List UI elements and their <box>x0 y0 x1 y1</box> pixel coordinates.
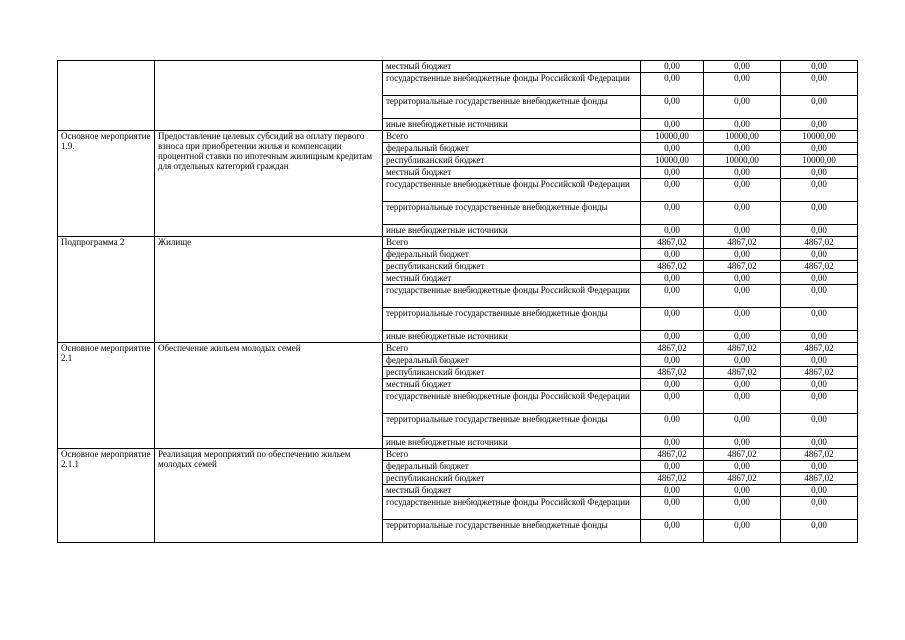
funding-source-cell: государственные внебюджетные фонды Российской Федерации <box>383 391 641 414</box>
amount-cell-year-1: 0,00 <box>641 167 704 179</box>
amount-cell-year-3: 4867,02 <box>781 367 858 379</box>
funding-source-cell: местный бюджет <box>383 379 641 391</box>
amount-cell-year-1: 0,00 <box>641 520 704 543</box>
amount-cell-year-2: 0,00 <box>704 249 781 261</box>
amount-cell-year-2: 0,00 <box>704 497 781 520</box>
amount-cell-year-1: 0,00 <box>641 249 704 261</box>
amount-cell-year-2: 0,00 <box>704 308 781 331</box>
funding-source-cell: Всего <box>383 449 641 461</box>
table-row <box>58 61 858 73</box>
program-name-cell: Предоставление целевых субсидий на оплату первого взноса при приобретении жилья и компенсации процентной ставки по ипотечным жилищным кредитам для отдельных категорий граждан <box>155 131 383 237</box>
program-code-cell: Основное мероприятие 2.1.1 <box>58 449 155 543</box>
amount-cell-year-1: 0,00 <box>641 73 704 96</box>
program-code-cell: Подпрограмма 2 <box>58 237 155 343</box>
amount-cell-year-2: 0,00 <box>704 485 781 497</box>
amount-cell-year-3: 0,00 <box>781 355 858 367</box>
funding-source-cell: Всего <box>383 131 641 143</box>
program-name-cell: Жилище <box>155 237 383 343</box>
amount-cell-year-1: 0,00 <box>641 202 704 225</box>
amount-cell-year-3: 10000,00 <box>781 131 858 143</box>
amount-cell-year-3: 0,00 <box>781 143 858 155</box>
funding-source-cell: территориальные государственные внебюджетные фонды <box>383 308 641 331</box>
amount-cell-year-3: 0,00 <box>781 308 858 331</box>
amount-cell-year-3: 0,00 <box>781 461 858 473</box>
amount-cell-year-2: 0,00 <box>704 143 781 155</box>
funding-source-cell: республиканский бюджет <box>383 473 641 485</box>
amount-cell-year-3: 0,00 <box>781 273 858 285</box>
funding-source-cell: местный бюджет <box>383 273 641 285</box>
funding-source-cell: иные внебюджетные источники <box>383 225 641 237</box>
amount-cell-year-3: 0,00 <box>781 96 858 119</box>
funding-source-cell: территориальные государственные внебюджетные фонды <box>383 414 641 437</box>
amount-cell-year-2: 0,00 <box>704 202 781 225</box>
amount-cell-year-1: 4867,02 <box>641 367 704 379</box>
funding-source-cell: Всего <box>383 237 641 249</box>
program-code-cell: Основное мероприятие 1.9. <box>58 131 155 237</box>
amount-cell-year-2: 0,00 <box>704 285 781 308</box>
funding-source-cell: государственные внебюджетные фонды Российской Федерации <box>383 285 641 308</box>
funding-source-cell: государственные внебюджетные фонды Российской Федерации <box>383 73 641 96</box>
funding-source-cell: федеральный бюджет <box>383 249 641 261</box>
program-code-cell: Основное мероприятие 2.1 <box>58 343 155 449</box>
amount-cell-year-2: 0,00 <box>704 167 781 179</box>
amount-cell-year-1: 0,00 <box>641 331 704 343</box>
amount-cell-year-3: 0,00 <box>781 167 858 179</box>
funding-source-cell: республиканский бюджет <box>383 367 641 379</box>
amount-cell-year-1: 10000,00 <box>641 131 704 143</box>
amount-cell-year-2: 4867,02 <box>704 343 781 355</box>
amount-cell-year-3: 0,00 <box>781 179 858 202</box>
funding-source-cell: иные внебюджетные источники <box>383 331 641 343</box>
funding-source-cell: местный бюджет <box>383 61 641 73</box>
amount-cell-year-2: 0,00 <box>704 355 781 367</box>
program-name-cell: Реализация мероприятий по обеспечению жильем молодых семей <box>155 449 383 543</box>
amount-cell-year-1: 0,00 <box>641 355 704 367</box>
amount-cell-year-2: 4867,02 <box>704 473 781 485</box>
amount-cell-year-1: 0,00 <box>641 179 704 202</box>
budget-table <box>57 60 858 543</box>
amount-cell-year-3: 4867,02 <box>781 473 858 485</box>
amount-cell-year-1: 4867,02 <box>641 261 704 273</box>
amount-cell-year-1: 0,00 <box>641 285 704 308</box>
funding-source-cell: государственные внебюджетные фонды Российской Федерации <box>383 497 641 520</box>
amount-cell-year-1: 0,00 <box>641 273 704 285</box>
table-row <box>58 449 858 461</box>
document-page <box>57 60 857 543</box>
funding-source-cell: местный бюджет <box>383 167 641 179</box>
table-row <box>58 131 858 143</box>
amount-cell-year-1: 0,00 <box>641 437 704 449</box>
amount-cell-year-3: 0,00 <box>781 285 858 308</box>
amount-cell-year-2: 0,00 <box>704 273 781 285</box>
amount-cell-year-2: 0,00 <box>704 179 781 202</box>
amount-cell-year-2: 0,00 <box>704 331 781 343</box>
amount-cell-year-1: 0,00 <box>641 497 704 520</box>
amount-cell-year-1: 4867,02 <box>641 343 704 355</box>
amount-cell-year-1: 0,00 <box>641 119 704 131</box>
amount-cell-year-3: 4867,02 <box>781 261 858 273</box>
amount-cell-year-2: 0,00 <box>704 119 781 131</box>
amount-cell-year-3: 0,00 <box>781 61 858 73</box>
amount-cell-year-1: 0,00 <box>641 485 704 497</box>
program-name-cell <box>155 61 383 131</box>
funding-source-cell: территориальные государственные внебюджетные фонды <box>383 202 641 225</box>
amount-cell-year-3: 0,00 <box>781 497 858 520</box>
amount-cell-year-2: 0,00 <box>704 461 781 473</box>
amount-cell-year-2: 0,00 <box>704 96 781 119</box>
funding-source-cell: федеральный бюджет <box>383 461 641 473</box>
amount-cell-year-3: 0,00 <box>781 225 858 237</box>
amount-cell-year-3: 0,00 <box>781 414 858 437</box>
amount-cell-year-3: 0,00 <box>781 391 858 414</box>
amount-cell-year-1: 0,00 <box>641 61 704 73</box>
table-row <box>58 343 858 355</box>
amount-cell-year-3: 0,00 <box>781 202 858 225</box>
funding-source-cell: местный бюджет <box>383 485 641 497</box>
funding-source-cell: государственные внебюджетные фонды Российской Федерации <box>383 179 641 202</box>
amount-cell-year-1: 0,00 <box>641 308 704 331</box>
amount-cell-year-1: 0,00 <box>641 391 704 414</box>
amount-cell-year-2: 10000,00 <box>704 155 781 167</box>
amount-cell-year-1: 4867,02 <box>641 473 704 485</box>
amount-cell-year-2: 0,00 <box>704 61 781 73</box>
amount-cell-year-3: 10000,00 <box>781 155 858 167</box>
amount-cell-year-1: 0,00 <box>641 414 704 437</box>
program-code-cell <box>58 61 155 131</box>
funding-source-cell: иные внебюджетные источники <box>383 437 641 449</box>
funding-source-cell: территориальные государственные внебюджетные фонды <box>383 96 641 119</box>
amount-cell-year-1: 0,00 <box>641 379 704 391</box>
amount-cell-year-1: 0,00 <box>641 143 704 155</box>
amount-cell-year-1: 10000,00 <box>641 155 704 167</box>
funding-source-cell: республиканский бюджет <box>383 261 641 273</box>
amount-cell-year-3: 4867,02 <box>781 237 858 249</box>
amount-cell-year-2: 4867,02 <box>704 449 781 461</box>
amount-cell-year-1: 0,00 <box>641 96 704 119</box>
amount-cell-year-1: 0,00 <box>641 461 704 473</box>
funding-source-cell: республиканский бюджет <box>383 155 641 167</box>
amount-cell-year-2: 0,00 <box>704 520 781 543</box>
amount-cell-year-3: 0,00 <box>781 331 858 343</box>
funding-source-cell: федеральный бюджет <box>383 355 641 367</box>
funding-source-cell: федеральный бюджет <box>383 143 641 155</box>
funding-source-cell: иные внебюджетные источники <box>383 119 641 131</box>
amount-cell-year-3: 4867,02 <box>781 343 858 355</box>
table-row <box>58 237 858 249</box>
amount-cell-year-3: 0,00 <box>781 485 858 497</box>
funding-source-cell: Всего <box>383 343 641 355</box>
program-name-cell: Обеспечение жильем молодых семей <box>155 343 383 449</box>
amount-cell-year-2: 0,00 <box>704 225 781 237</box>
amount-cell-year-3: 0,00 <box>781 379 858 391</box>
amount-cell-year-2: 4867,02 <box>704 261 781 273</box>
amount-cell-year-2: 0,00 <box>704 414 781 437</box>
amount-cell-year-3: 4867,02 <box>781 449 858 461</box>
funding-source-cell: территориальные государственные внебюджетные фонды <box>383 520 641 543</box>
amount-cell-year-2: 10000,00 <box>704 131 781 143</box>
amount-cell-year-2: 0,00 <box>704 379 781 391</box>
amount-cell-year-2: 0,00 <box>704 437 781 449</box>
amount-cell-year-1: 4867,02 <box>641 449 704 461</box>
amount-cell-year-3: 0,00 <box>781 249 858 261</box>
amount-cell-year-3: 0,00 <box>781 73 858 96</box>
amount-cell-year-2: 0,00 <box>704 391 781 414</box>
amount-cell-year-3: 0,00 <box>781 437 858 449</box>
amount-cell-year-1: 4867,02 <box>641 237 704 249</box>
amount-cell-year-2: 0,00 <box>704 73 781 96</box>
amount-cell-year-1: 0,00 <box>641 225 704 237</box>
amount-cell-year-3: 0,00 <box>781 520 858 543</box>
amount-cell-year-2: 4867,02 <box>704 237 781 249</box>
amount-cell-year-2: 4867,02 <box>704 367 781 379</box>
amount-cell-year-3: 0,00 <box>781 119 858 131</box>
